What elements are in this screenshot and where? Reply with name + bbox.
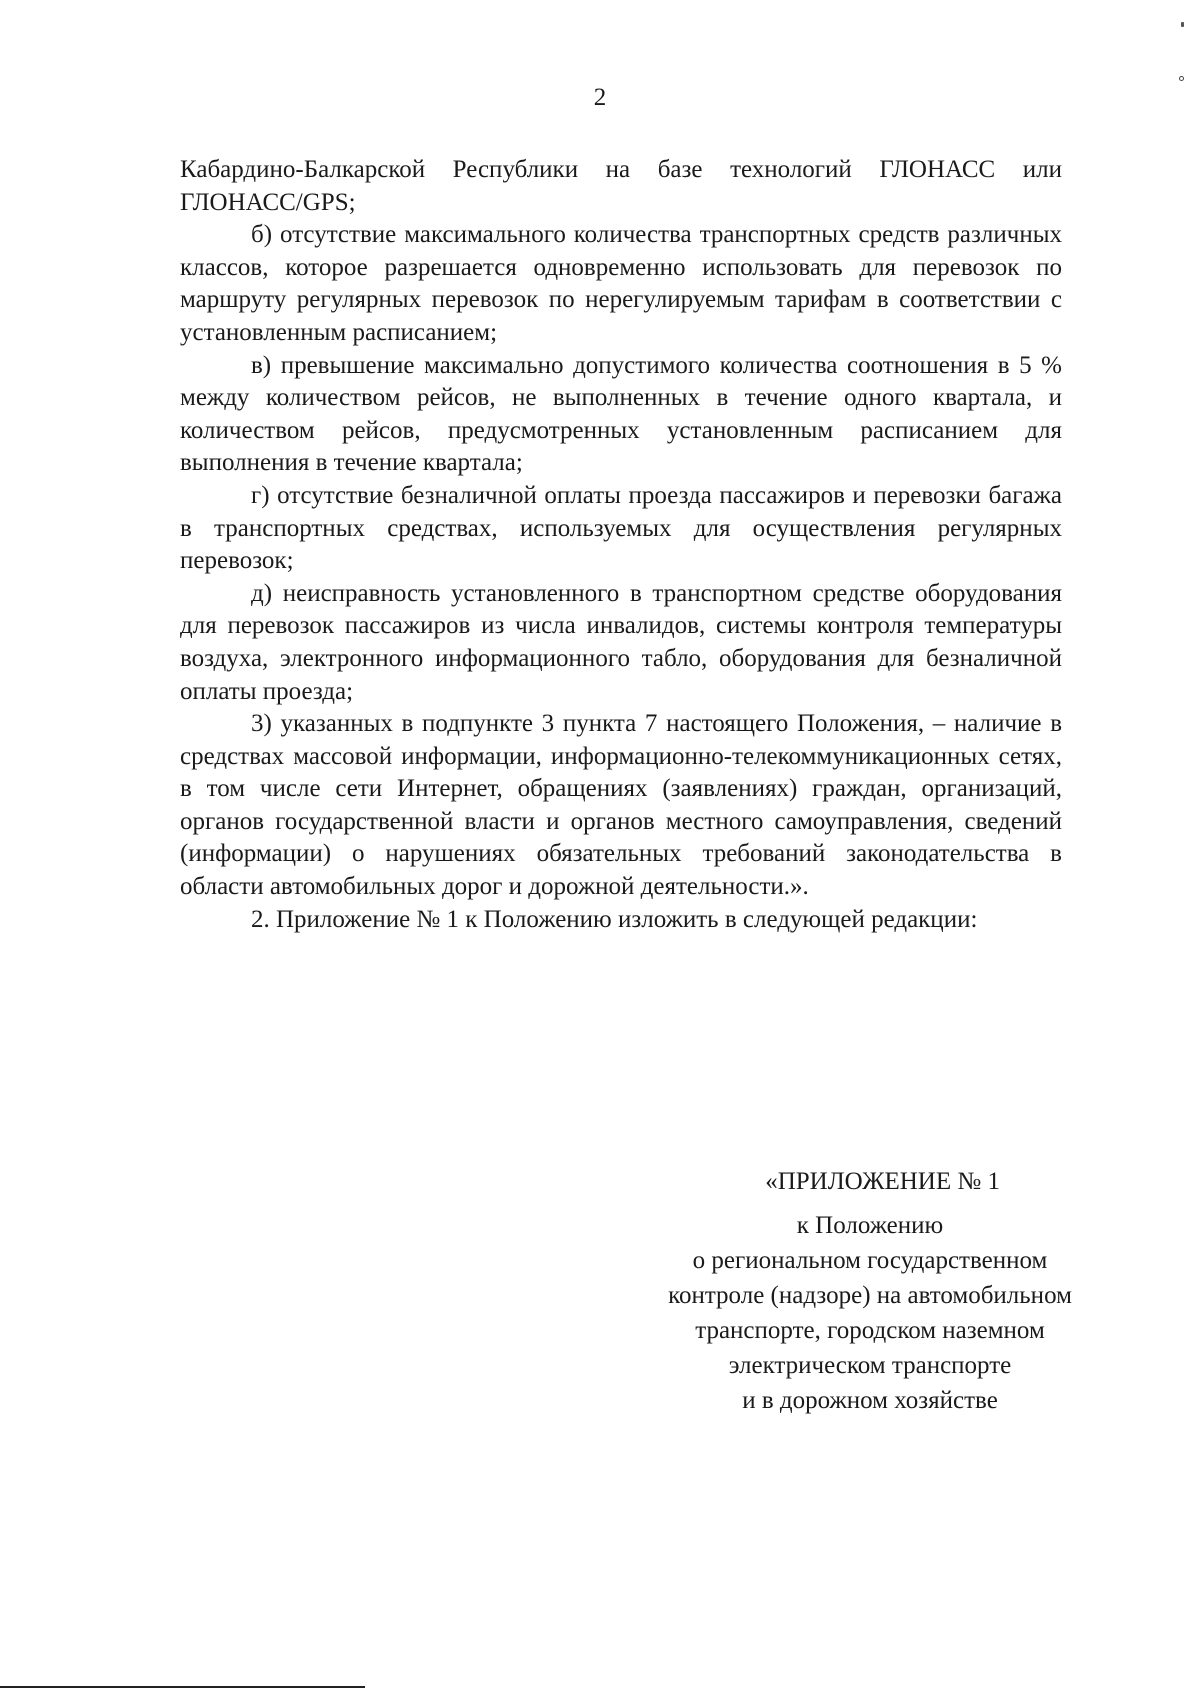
paragraph-item-b: б) отсутствие максимального количества транспортных средств различных классов, которое разрешается одновременно использовать для перевозок по маршруту регулярных перевозок по нерегулируемым тарифам в соответствии с установленным расписанием; [180,221,1062,346]
paragraph-item-g: г) отсутствие безналичной оплаты проезда пассажиров и перевозки багажа в транспортных средствах, используемых для осуществления регулярных перевозок; [180,481,1062,575]
scan-circle-mark [1179,76,1184,81]
paragraph-continuation: Кабардино-Балкарской Республики на базе технологий ГЛОНАСС или ГЛОНАСС/GPS; [180,156,1062,216]
appendix-line: к Положению [796,1212,944,1239]
appendix-title: «ПРИЛОЖЕНИЕ № 1 [765,1168,1000,1195]
appendix-line: транспорте, городском наземном [695,1317,1045,1344]
appendix-line: контроле (надзоре) на автомобильном [668,1282,1072,1309]
footer-rule [0,1686,365,1688]
body-text [180,154,1062,936]
page-number: 2 [593,84,607,111]
paragraph-amendment-2: 2. Приложение № 1 к Положению изложить в следующей редакции: [251,905,978,933]
paragraph-item-3: 3) указанных в подпункте 3 пункта 7 настоящего Положения, – наличие в средствах массовой информации, информационно-телекоммуникационных сетях, в том числе сети Интернет, обращениях (заявлениях) граждан, организаций, органов государственной власти и органов местного самоуправления, сведений (информации) о нарушениях обязательных требований законодательства в области автомобильных дорог и дорожной деятельности.». [180,710,1062,901]
appendix-line: и в дорожном хозяйстве [742,1387,998,1414]
appendix-block [600,1208,1140,1418]
paragraph-item-v: в) превышение максимально допустимого количества соотношения в 5 % между количеством рейсов, не выполненных в течение одного квартала, и количеством рейсов, предусмотренных установленным расписанием для выполнения в течение квартала; [180,351,1062,477]
paragraph-item-d: д) неисправность установленного в транспортном средстве оборудования для перевозок пассажиров из числа инвалидов, системы контроля температуры воздуха, электронного информационного табло, оборудования для безналичной оплаты проезда; [180,579,1062,705]
scan-speck-mark [1181,22,1184,27]
appendix-line: электрическом транспорте [728,1352,1012,1379]
appendix-line: о региональном государственном [692,1247,1048,1274]
